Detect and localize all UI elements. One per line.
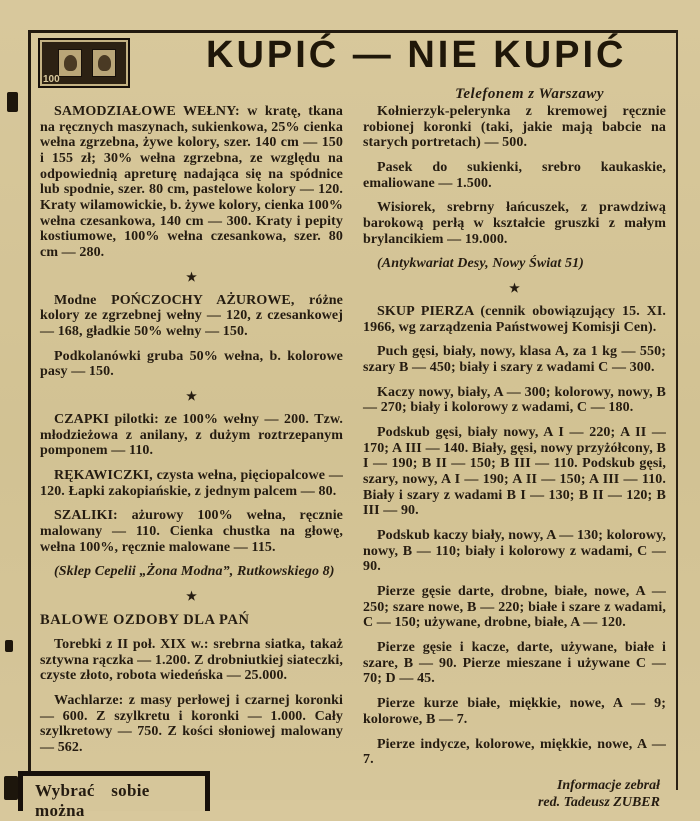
- paragraph: Torebki z II poł. XIX w.: srebrna siatka, takaż sztywna rączka — 1.200. Z drobniutkiej siateczki, czyste złoto, robota wiedeńska — 25.000.: [40, 637, 343, 684]
- print-artifact: [5, 640, 13, 652]
- paragraph: Kaczy nowy, biały, A — 300; kolorowy, nowy, B — 270; biały i kolorowy z wadami, C — 180.: [363, 384, 666, 416]
- paragraph: RĘKAWICZKI, czysta wełna, pięciopalcowe — 120. Łapki zakopiańskie, z jednym palcem — 80.: [40, 468, 343, 499]
- top-rule: [28, 30, 678, 33]
- paragraph: Pierze indycze, kolorowe, miękkie, nowe, A — 7.: [363, 736, 666, 768]
- star-separator: ★: [186, 389, 197, 404]
- author-signature: [363, 777, 666, 812]
- left-column: [40, 104, 343, 800]
- stamp-portrait-icon: [58, 49, 82, 77]
- paragraph: SZALIKI: ażurowy 100% wełna, ręcznie malowany — 110. Cienka chustka na głowę, wełna 100%, ręcznie malowane — 115.: [40, 508, 343, 555]
- paragraph: CZAPKI pilotki: ze 100% wełny — 200. Tzw. młodzieżowa z anilany, z dużym roztrzepanym pomponem — 110.: [40, 412, 343, 459]
- paragraph: Wachlarze: z masy perłowej i czarnej koronki — 600. Z szylkretu i koronki — 1.000. Cały szylkretowy — 750. Z kości słoniowej malowany — 562.: [40, 693, 343, 756]
- star-separator: ★: [509, 281, 520, 296]
- signature-line: Informacje zebrał: [556, 777, 660, 793]
- star-separator: ★: [186, 269, 197, 284]
- article-title: KUPIĆ — NIE KUPIĆ: [206, 34, 627, 76]
- footer-box-heading: Wybrać sobie można: [18, 771, 210, 811]
- stamp-portrait-icon: [92, 49, 116, 77]
- paragraph: Podskub kaczy biały, nowy, A — 130; kolorowy, nowy, B — 110; biały i kolorowy z wadami, C — 90.: [363, 528, 666, 575]
- paragraph: Puch gęsi, biały, nowy, klasa A, za 1 kg — 550; szary B — 450; biały i szary z wadami C — 300.: [363, 344, 666, 376]
- paragraph: Modne POŃCZOCHY AŻUROWE, różne kolory ze zgrzebnej wełny — 120, z czesankowej — 168, gładkie 50% wełny — 150.: [40, 292, 343, 340]
- shop-credit: (Antykwariat Desy, Nowy Świat 51): [377, 256, 584, 272]
- right-column: [363, 104, 666, 811]
- postage-stamp-illustration: [38, 38, 130, 88]
- print-artifact: [4, 776, 18, 800]
- paragraph: SKUP PIERZA (cennik obowiązujący 15. XI. 1966, wg zarządzenia Państwowej Komisji Cen).: [363, 304, 666, 335]
- right-rule: [676, 30, 678, 790]
- paragraph: Podkolanówki gruba 50% wełna, b. kolorowe pasy — 150.: [40, 348, 343, 380]
- signature-line: red. Tadeusz ZUBER: [537, 795, 660, 811]
- article-subtitle: Telefonem z Warszawy: [455, 86, 604, 102]
- stamp-value: 100: [43, 74, 60, 85]
- print-artifact: [7, 92, 18, 112]
- paragraph: Pasek do sukienki, srebro kaukaskie, emaliowane — 1.500.: [363, 160, 666, 191]
- paragraph: SAMODZIAŁOWE WEŁNY: w kratę, tkana na ręcznych maszynach, sukienkowa, 25% cienka wełna zgrzebna, żywe kolory, szer. 140 cm — 150 i 155 zł; 30% wełna zgrzebna, ze względu na odpowiednią apreturę nadająca się na spódnice lub spodnie, szer. 80 cm, pastelowe kolory — 120. Kraty wilamowickie, b. żywe kolory, cienka 100% wełna czesankowa, 140 cm — 300. Kraty i pepity kostiumowe, 100% wełna czesankowa, szer. 80 cm — 280.: [40, 104, 343, 261]
- paragraph: Pierze gęsie i kacze, darte, używane, białe i szare, B — 90. Pierze mieszane i używane C — 70; D — 45.: [363, 640, 666, 687]
- paragraph: Podskub gęsi, biały nowy, A I — 220; A II — 170; A III — 140. Biały, gęsi, nowy przyżółcony, B I — 190; B II — 150; B III — 110. Podskub gęsi, szary, nowy, A I — 190; A II — 150; A III — 110. Biały i szary z wadami B I — 130; B II — 120; B III — 90.: [363, 425, 666, 519]
- paragraph: Kołnierzyk-pelerynka z kremowej ręcznie robionej koronki (taki, jakie mają babcie na starych portretach) — 500.: [363, 104, 666, 151]
- star-separator: ★: [186, 589, 197, 604]
- section-heading: BALOWE OZDOBY DLA PAŃ: [40, 612, 250, 629]
- paragraph: Pierze kurze białe, miękkie, nowe, A — 9; kolorowe, B — 7.: [363, 696, 666, 727]
- paragraph: Wisiorek, srebrny łańcuszek, z prawdziwą barokową perłą w kształcie gruszki z małym brylancikiem — 19.000.: [363, 200, 666, 247]
- left-rule: [28, 30, 31, 800]
- article-header: [38, 36, 670, 102]
- paragraph: Pierze gęsie darte, drobne, białe, nowe, A — 250; szare nowe, B — 220; białe i szare z wadami, C — 150; używane, drobne, białe, A — 120.: [363, 584, 666, 631]
- shop-credit: (Sklep Cepelii „Żona Modna”, Rutkowskiego 8): [54, 564, 335, 580]
